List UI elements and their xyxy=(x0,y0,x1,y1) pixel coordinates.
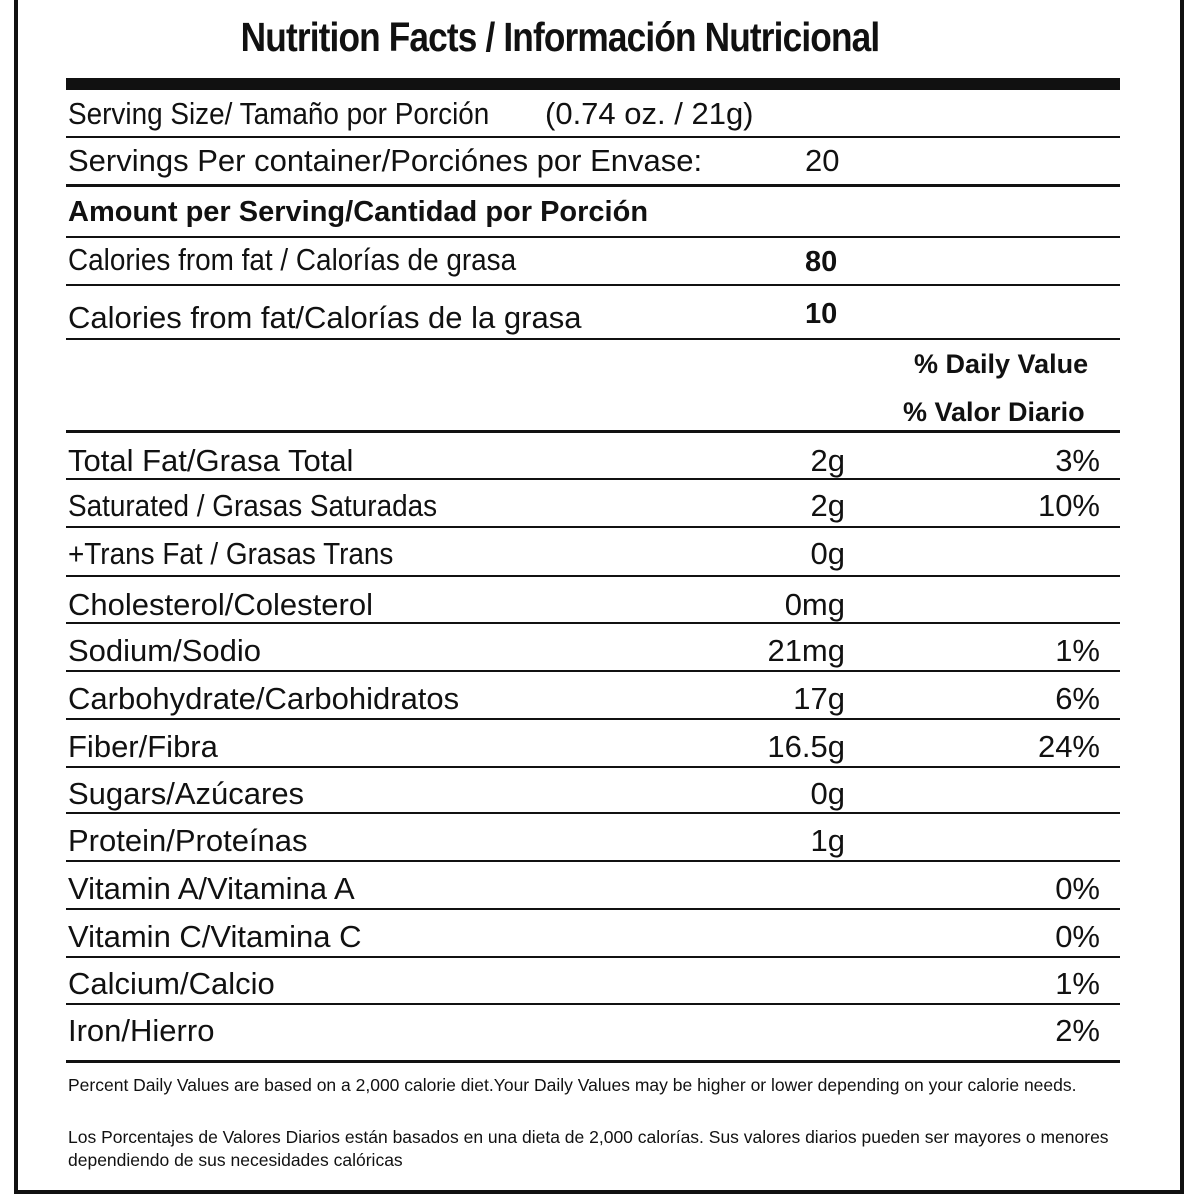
serving-size-label: Serving Size/ Tamaño por Porción xyxy=(68,96,490,131)
divider xyxy=(66,812,1120,814)
servings-per-container-value: 20 xyxy=(805,143,840,178)
divider xyxy=(66,670,1120,672)
calories-value: 80 xyxy=(805,246,838,278)
footnote-spanish: Los Porcentajes de Valores Diarios están basados en una dieta de 2,000 calorías. Sus valores diarios pueden ser mayores o menores dependiendo de sus necesidades calóricas xyxy=(68,1127,1109,1170)
divider xyxy=(66,236,1120,238)
nutrient-daily-value: 24% xyxy=(1037,729,1100,764)
divider xyxy=(66,766,1120,768)
divider xyxy=(66,338,1120,340)
nutrient-amount: 1g xyxy=(810,823,845,858)
nutrient-label: Cholesterol/Colesterol xyxy=(68,587,373,622)
nutrient-label: Saturated / Grasas Saturadas xyxy=(68,488,438,523)
divider xyxy=(66,1060,1120,1063)
divider xyxy=(66,718,1120,720)
nutrient-daily-value: 10% xyxy=(1037,488,1100,523)
nutrient-label: Carbohydrate/Carbohidratos xyxy=(68,681,460,716)
nutrient-daily-value: 2% xyxy=(1055,1013,1100,1048)
divider xyxy=(66,908,1120,910)
nutrient-amount: 17g xyxy=(793,681,845,716)
amount-per-serving-header: Amount per Serving/Cantidad por Porción xyxy=(68,196,649,228)
nutrient-daily-value: 6% xyxy=(1055,681,1100,716)
nutrient-amount: 0g xyxy=(810,776,845,811)
footnote-english: Percent Daily Values are based on a 2,000 calorie diet.Your Daily Values may be higher or lower depending on your calorie needs. xyxy=(68,1075,1077,1095)
nutrient-amount: 21mg xyxy=(767,633,845,668)
servings-per-container-label: Servings Per container/Porciónes por Envase: xyxy=(68,143,703,178)
label-title: Nutrition Facts / Información Nutricional xyxy=(240,14,880,60)
calories-from-fat-label: Calories from fat/Calorías de la grasa xyxy=(68,300,582,335)
nutrient-amount: 0mg xyxy=(784,587,845,622)
divider xyxy=(66,430,1120,433)
serving-size-value: (0.74 oz. / 21g) xyxy=(545,96,754,131)
divider xyxy=(66,184,1120,187)
nutrient-label: Sodium/Sodio xyxy=(68,633,262,668)
nutrient-daily-value: 1% xyxy=(1055,633,1100,668)
nutrient-label: Iron/Hierro xyxy=(68,1013,215,1048)
title-divider xyxy=(66,78,1120,90)
divider xyxy=(66,575,1120,577)
divider xyxy=(66,1003,1120,1005)
nutrient-label: Vitamin C/Vitamina C xyxy=(68,919,362,954)
divider xyxy=(66,526,1120,528)
nutrient-amount: 16.5g xyxy=(767,729,845,764)
nutrient-daily-value: 1% xyxy=(1055,966,1100,1001)
divider xyxy=(66,622,1120,624)
divider xyxy=(66,284,1120,286)
nutrient-label: Total Fat/Grasa Total xyxy=(68,443,354,478)
nutrient-daily-value: 0% xyxy=(1055,871,1100,906)
nutrient-daily-value: 0% xyxy=(1055,919,1100,954)
divider xyxy=(66,860,1120,862)
divider xyxy=(66,136,1120,138)
daily-value-header: % Daily Value xyxy=(914,349,1089,379)
nutrient-amount: 0g xyxy=(810,536,845,571)
divider xyxy=(66,956,1120,958)
calories-from-fat-value: 10 xyxy=(805,298,838,330)
nutrient-label: Protein/Proteínas xyxy=(68,823,308,858)
nutrient-label: Calcium/Calcio xyxy=(68,966,275,1001)
valor-diario-header: % Valor Diario xyxy=(903,397,1085,427)
nutrient-amount: 2g xyxy=(810,443,845,478)
nutrient-amount: 2g xyxy=(810,488,845,523)
nutrient-label: Sugars/Azúcares xyxy=(68,776,305,811)
divider xyxy=(66,478,1120,480)
calories-label: Calories from fat / Calorías de grasa xyxy=(68,242,517,277)
nutrient-daily-value: 3% xyxy=(1055,443,1100,478)
nutrient-label: Vitamin A/Vitamina A xyxy=(68,871,355,906)
nutrient-label: Fiber/Fibra xyxy=(68,729,218,764)
nutrient-label: +Trans Fat / Grasas Trans xyxy=(68,536,394,571)
